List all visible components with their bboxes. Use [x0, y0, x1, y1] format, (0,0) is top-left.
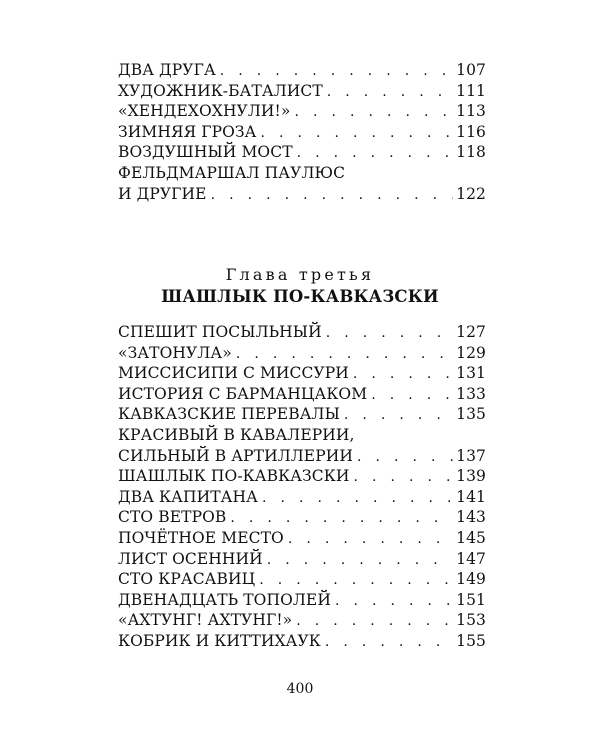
toc-entry-title: ДВА КАПИТАНА	[118, 487, 258, 506]
toc-entry	[118, 466, 486, 487]
leader-dots	[288, 529, 453, 550]
leader-dots	[294, 102, 453, 123]
toc-entry-page: 107	[456, 61, 486, 79]
toc-entry-page: 153	[456, 611, 486, 630]
page-number: 400	[286, 681, 314, 697]
toc-entry-title: КОБРИК И КИТТИХАУК	[118, 631, 321, 650]
toc-entry-title: ДВА ДРУГА	[118, 61, 216, 79]
toc-entry-title: СТО ВЕТРОВ	[118, 508, 227, 527]
toc-entry-page: 155	[456, 631, 486, 650]
leader-dots	[335, 591, 453, 612]
toc-entry	[118, 384, 486, 405]
toc-entry-page: 131	[456, 364, 486, 383]
toc-entry-title: ШАШЛЫК ПО-КАВКАЗСКИ	[118, 467, 350, 486]
toc-entry	[118, 528, 486, 549]
toc-entry	[118, 343, 486, 364]
toc-entry	[118, 549, 486, 570]
leader-dots	[326, 323, 453, 344]
toc-entry	[118, 363, 486, 384]
toc-entry-page: 129	[456, 343, 486, 362]
toc-entry-page: 137	[456, 446, 486, 465]
leader-dots	[236, 344, 453, 365]
toc-entry-title: ПОЧЁТНОЕ МЕСТО	[118, 528, 284, 547]
toc-entry-title: ЗИМНЯЯ ГРОЗА	[118, 122, 257, 141]
toc-entry-title: СТО КРАСАВИЦ	[118, 570, 256, 589]
toc-list-bottom	[118, 322, 486, 652]
toc-entry-page: 122	[456, 184, 486, 203]
toc-entry-first-line	[118, 163, 486, 184]
toc-entry-title: МИССИСИПИ С МИССУРИ	[118, 364, 349, 383]
toc-entry-title: «АХТУНГ! АХТУНГ!»	[118, 611, 293, 630]
toc-entry-page: 111	[456, 81, 486, 100]
toc-entry-page: 133	[456, 384, 486, 403]
leader-dots	[261, 123, 454, 144]
toc-entry-page: 135	[456, 405, 486, 424]
leader-dots	[297, 143, 453, 164]
toc-entry-title: ХУДОЖНИК-БАТАЛИСТ	[118, 81, 323, 100]
toc-entry-page: 116	[456, 122, 486, 141]
toc-entry-page: 113	[456, 102, 486, 121]
toc-entry-page: 141	[456, 487, 486, 506]
toc-entry-page: 127	[456, 323, 486, 341]
toc-entry-title-line2: И ДРУГИЕ	[118, 184, 207, 203]
toc-entry-page: 147	[456, 549, 486, 568]
leader-dots	[259, 570, 453, 591]
leader-dots	[357, 447, 453, 468]
toc-entry-page: 149	[456, 570, 486, 589]
toc-entry	[118, 404, 486, 425]
toc-entry	[118, 631, 486, 652]
toc-entry-page: 145	[456, 528, 486, 547]
leader-dots	[353, 364, 453, 385]
toc-entry-page: 139	[456, 467, 486, 486]
toc-entry	[118, 184, 486, 205]
toc-entry	[118, 142, 486, 163]
toc-entry-title: ДВЕНАДЦАТЬ ТОПОЛЕЙ	[118, 590, 331, 609]
toc-entry-title: СПЕШИТ ПОСЫЛЬНЫЙ	[118, 323, 322, 341]
leader-dots	[325, 632, 453, 653]
toc-entry	[118, 487, 486, 508]
toc-entry	[118, 507, 486, 528]
chapter-label: Глава третья	[225, 265, 375, 284]
leader-dots	[211, 185, 454, 206]
leader-dots	[230, 508, 453, 529]
toc-entry-page: 143	[456, 508, 486, 527]
toc-entry-title-line1: ФЕЛЬДМАРШАЛ ПАУЛЮС	[118, 163, 346, 182]
leader-dots	[296, 611, 453, 632]
toc-entry-page: 118	[456, 143, 486, 162]
leader-dots	[327, 82, 453, 103]
toc-entry	[118, 446, 486, 467]
leader-dots	[267, 550, 453, 571]
toc-entry	[118, 60, 486, 81]
toc-entry	[118, 590, 486, 611]
toc-entry-title: ЛИСТ ОСЕННИЙ	[118, 549, 263, 568]
toc-entry	[118, 101, 486, 122]
toc-entry	[118, 81, 486, 102]
toc-list-top	[118, 60, 486, 204]
leader-dots	[220, 61, 453, 82]
toc-entry-title-line1: КРАСИВЫЙ В КАВАЛЕРИИ,	[118, 425, 355, 444]
toc-entry-title: ИСТОРИЯ С БАРМАНЦАКОМ	[118, 384, 368, 403]
toc-entry-title-line2: СИЛЬНЫЙ В АРТИЛЛЕРИИ	[118, 446, 353, 465]
toc-entry-title: КАВКАЗСКИЕ ПЕРЕВАЛЫ	[118, 405, 340, 424]
toc-entry	[118, 122, 486, 143]
chapter-title: ШАШЛЫК ПО-КАВКАЗСКИ	[161, 287, 439, 306]
leader-dots	[344, 405, 453, 426]
toc-entry	[118, 322, 486, 343]
toc-entry-title: «ХЕНДЕХОХНУЛИ!»	[118, 102, 291, 121]
leader-dots	[353, 467, 453, 488]
toc-entry	[118, 569, 486, 590]
chapter-heading	[0, 264, 600, 309]
toc-entry-page: 151	[456, 590, 486, 609]
leader-dots	[371, 385, 453, 406]
leader-dots	[262, 488, 453, 509]
toc-entry-first-line	[118, 425, 486, 446]
toc-entry	[118, 610, 486, 631]
toc-entry-title: «ЗАТОНУЛА»	[118, 343, 232, 362]
toc-entry-title: ВОЗДУШНЫЙ МОСТ	[118, 143, 293, 162]
